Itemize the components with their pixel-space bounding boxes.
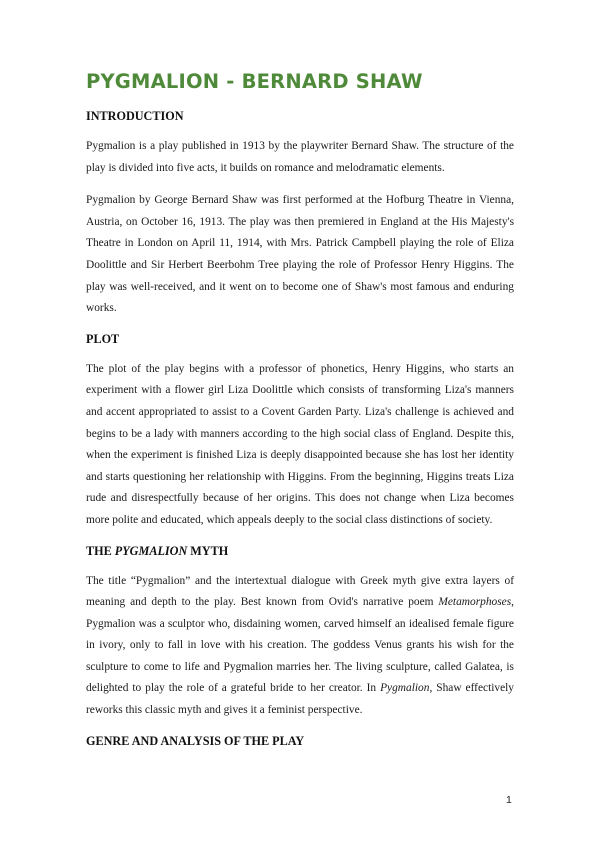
myth-heading-prefix: THE [86,543,115,558]
plot-heading: PLOT [86,331,120,346]
myth-heading-italic: PYGMALION [114,543,188,558]
introduction-paragraph-1: Pygmalion is a play published in 1913 by the playwriter Bernard Shaw. The structure of the play is divided into five acts, it builds on romance and melodramatic elements. [86,140,514,174]
introduction-heading: INTRODUCTION [86,109,184,123]
myth-text-3: , Shaw effectively reworks this classic myth and gives it a feminist perspective. [86,682,515,717]
myth-text-2: , Pygmalion was a sculptor who, disdaining women, carved himself an idealised female figure in ivory, only to fall in love with his creation. The goddess Venus grants his wish for the sculpture to come to life and Pygmalion marries her. The living sculpture, called Galatea, is delighted to play the role of a grateful bride to her creator. In [86,596,514,695]
myth-italic-pygmalion: Pygmalion [380,682,430,695]
myth-text-1: The title “Pygmalion” and the intertextual dialogue with Greek myth give extra layers of meaning and depth to the play. Best known from Ovid's narrative poem [86,574,514,609]
genre-heading: GENRE AND ANALYSIS OF THE PLAY [86,733,305,748]
document-title: PYGMALION - BERNARD SHAW [86,70,423,93]
introduction-paragraph-2: Pygmalion by George Bernard Shaw was first performed at the Hofburg Theatre in Vienna, Austria, on October 16, 1913. The play was then premiered in England at the His Majesty's Theatre in London on April 11, 1914, with Mrs. Patrick Campbell playing the role of Eliza Doolittle and Sir Herbert Beerbohm Tree playing the role of Professor Henry Higgins. The play was well-received, and it went on to become one of Shaw's most famous and enduring works. [86,194,514,315]
myth-heading [86,543,514,559]
plot-paragraph: The plot of the play begins with a professor of phonetics, Henry Higgins, who starts an experiment with a flower girl Liza Doolittle which consists of transforming Liza's manners and accent appropriated to assist to a Covent Garden Party. Liza's challenge is achieved and begins to be a lady with manners according to the high social class of England. Despite this, when the experiment is finished Liza is deeply disappointed because she has lost her identity and starts questioning her relationship with Higgins. From the beginning, Higgins treats Liza rude and disrespectfully because of her origins. This does not change when Liza becomes more polite and educated, which appeals deeply to the social class distinctions of society. [86,362,514,526]
myth-italic-metamorphoses: Metamorphoses [438,596,512,609]
document-body [86,108,514,761]
page-number: 1 [506,794,512,806]
myth-paragraph [86,571,514,722]
myth-heading-suffix: MYTH [187,543,229,558]
